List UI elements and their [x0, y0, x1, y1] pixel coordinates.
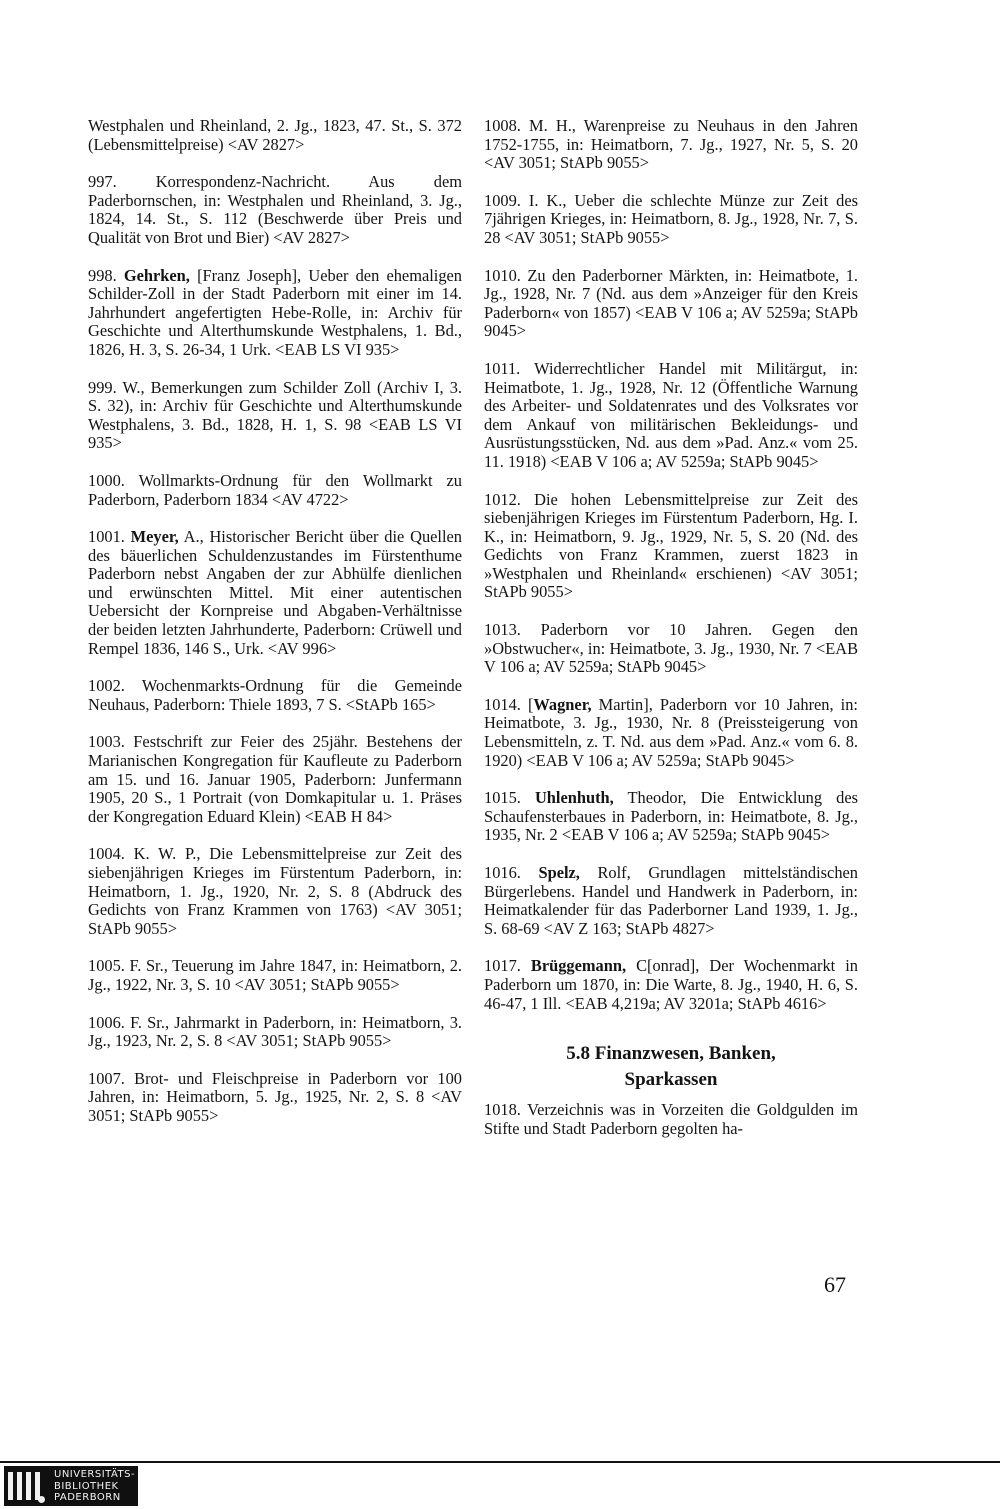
bibliography-entry-1008: 1008. M. H., Warenpreise zu Neuhaus in den Jahren 1752-1755, in: Heimatborn, 7. Jg., 1927, Nr. 5, S. 20 <AV 3051; StAPb 9055>: [484, 116, 858, 173]
entry-number: 1017.: [484, 956, 531, 976]
author-name: Brüggemann,: [530, 956, 627, 976]
page-number: 67: [824, 1272, 846, 1297]
bibliography-entry-1010: 1010. Zu den Paderborner Märkten, in: Heimatbote, 1. Jg., 1928, Nr. 7 (Nd. aus dem »Anzeiger für den Kreis Paderborn« von 1857) <EAB V 106 a; AV 5259a; StAPb 9045>: [484, 265, 858, 341]
entry-text: A., Historischer Bericht über die Quellen des bäuerlichen Schuldenzustandes im Fürstenthume Paderborn nebst Angaben der zur Abhülfe dienlichen und erwünschten Mittel. Mit einer autentischen Uebersicht der Kornpreise und Abgaben-Verhältnisse der beiden letzten Jahrhunderte, Paderborn: Crüwell und Rempel 1836, 146 S., Urk. <AV 996>: [88, 527, 462, 658]
bibliography-entry-1014: [484, 696, 858, 770]
bibliography-entry-1005: 1005. F. Sr., Teuerung im Jahre 1847, in: Heimatborn, 2. Jg., 1922, Nr. 3, S. 10 <AV 3051; StAPb 9055>: [88, 956, 462, 994]
logo-line-2: BIBLIOTHEK: [54, 1480, 119, 1492]
bibliography-entry-1017: [484, 957, 858, 1013]
bibliography-entry-1012: 1012. Die hohen Lebensmittelpreise zur Zeit des siebenjährigen Krieges im Fürstentum Paderborn, Hg. I. K., in: Heimatborn, 9. Jg., 1929, Nr. 5, S. 20 (Nd. des Gedichts von Franz Krammen, zuerst 1823 in »Westphalen und Rheinland« erschienen) <AV 3051; StAPb 9055>: [484, 489, 858, 602]
bibliography-entry-1013: 1013. Paderborn vor 10 Jahren. Gegen den »Obstwucher«, in: Heimatbote, 3. Jg., 1930, Nr. 7 <EAB V 106 a; AV 5259a; StAPb 9045>: [484, 620, 858, 677]
bibliography-entry-1018: 1018. Verzeichnis was in Vorzeiten die Goldgulden im Stifte und Stadt Paderborn gegolten ha-: [484, 1100, 858, 1138]
author-name: Gehrken,: [123, 265, 190, 285]
bibliography-entry-1003: 1003. Festschrift zur Feier des 25jähr. Bestehens der Marianischen Kongregation für Kaufleute zu Paderborn am 15. und 16. Januar 1905, Paderborn: Junfermann 1905, 20 S., 1 Portrait (von Domkapitular u. 1. Präses der Kongregation Eduard Klein) <EAB H 84>: [88, 732, 462, 826]
author-name: Wagner,: [533, 694, 592, 714]
bibliography-entry-1009: 1009. I. K., Ueber die schlechte Münze zur Zeit des 7jährigen Krieges, in: Heimatborn, 8. Jg., 1928, Nr. 7, S. 28 <AV 3051; StAPb 9055>: [484, 190, 858, 247]
entry-text: Rolf, Grundlagen mittelständischen Bürgerlebens. Handel und Handwerk in Paderborn, in: Heimatkalender für das Paderborner Land 1939, 1. Jg., S. 68-69 <AV Z 163; StAPb 4827>: [484, 863, 858, 938]
entry-text: C[onrad], Der Wochenmarkt in Paderborn um 1870, in: Die Warte, 8. Jg., 1940, H. 6, S. 46-47, 1 Ill. <EAB 4,219a; AV 3201a; StAPb 4616>: [484, 956, 858, 1013]
library-logo: [4, 1466, 138, 1506]
author-name: Uhlenhuth,: [534, 788, 614, 808]
bibliography-entry-996-continued: Westphalen und Rheinland, 2. Jg., 1823, 47. St., S. 372 (Lebensmittelpreise) <AV 2827>: [88, 116, 462, 154]
section-heading-line-2: Sparkassen: [624, 1069, 718, 1091]
bibliography-entry-1001: [88, 528, 462, 658]
footer-divider: [0, 1461, 1000, 1463]
bibliography-entry-1004: 1004. K. W. P., Die Lebensmittelpreise zur Zeit des siebenjährigen Krieges im Fürstentum Paderborn, in: Heimatborn, 1. Jg., 1920, Nr. 2, S. 8 (Abdruck des Gedichts von Franz Krammen von 1763) <AV 3051; StAPb 9055>: [88, 844, 462, 938]
logo-text: [54, 1469, 135, 1504]
bibliography-entry-1015: [484, 789, 858, 845]
entry-text: [Franz Joseph], Ueber den ehemaligen Schilder-Zoll in der Stadt Paderborn mit einer im 14. Jahrhundert angefertigten Hebe-Rolle, in: Archiv für Geschichte und Alterthumskunde Westphalens, 1. Bd., 1826, H. 3, S. 26-34, 1 Urk. <EAB LS VI 935>: [88, 265, 462, 359]
bibliography-entry-1016: [484, 864, 858, 938]
right-column: [484, 117, 858, 1157]
author-name: Meyer,: [130, 527, 179, 547]
bibliography-entry-998: [88, 267, 462, 360]
bibliography-entry-1011: 1011. Widerrechtlicher Handel mit Militärgut, in: Heimatbote, 1. Jg., 1928, Nr. 12 (Öffentliche Warnung des Arbeiter- und Soldatenrates und des Volksrates vor dem Ankauf von militärischen Bekleidungs- und Ausrüstungsstücken, Nd. aus dem »Pad. Anz.« vom 25. 11. 1918) <EAB V 106 a; AV 5259a; StAPb 9045>: [484, 358, 858, 471]
bibliography-entry-1007: 1007. Brot- und Fleischpreise in Paderborn vor 100 Jahren, in: Heimatborn, 5. Jg., 1925, Nr. 2, S. 8 <AV 3051; StAPb 9055>: [88, 1068, 462, 1125]
bibliography-entry-997: 997. Korrespondenz-Nachricht. Aus dem Paderbornschen, in: Westphalen und Rheinland, 3. Jg., 1824, 14. St., S. 112 (Beschwerde über Preis und Qualität von Brot und Bier) <AV 2827>: [88, 172, 462, 247]
logo-dot-icon: [38, 1496, 45, 1503]
left-column: [88, 117, 462, 1145]
entry-number: 1001.: [88, 527, 131, 547]
logo-line-3: PADERBORN: [54, 1492, 121, 1503]
bibliography-entry-1000: 1000. Wollmarkts-Ordnung für den Wollmarkt zu Paderborn, Paderborn 1834 <AV 4722>: [88, 470, 462, 509]
entry-number: 1014. [: [484, 694, 534, 714]
author-name: Spelz,: [538, 863, 580, 882]
bibliography-entry-1006: 1006. F. Sr., Jahrmarkt in Paderborn, in: Heimatborn, 3. Jg., 1923, Nr. 2, S. 8 <AV 3051; StAPb 9055>: [88, 1012, 462, 1051]
entry-text: Martin], Paderborn vor 10 Jahren, in: Heimatbote, 3. Jg., 1930, Nr. 8 (Preissteigerung von Lebensmitteln, z. T. Nd. aus dem »Pad. Anz.« vom 6. 8. 1920) <EAB V 106 a; AV 5259a; StAPb 9045>: [484, 694, 858, 770]
section-heading-line-1: 5.8 Finanzwesen, Banken,: [566, 1043, 776, 1065]
bibliography-entry-999: 999. W., Bemerkungen zum Schilder Zoll (Archiv I, 3. S. 32), in: Archiv für Geschichte und Alterthumskunde Westphalens, 3. Bd., 1828, H. 1, S. 98 <EAB LS VI 935>: [88, 377, 462, 453]
logo-line-1: UNIVERSITÄTS-: [54, 1469, 136, 1480]
section-heading: [484, 1041, 858, 1093]
bibliography-entry-1002: 1002. Wochenmarkts-Ordnung für die Gemeinde Neuhaus, Paderborn: Thiele 1893, 7 S. <StAPb 165>: [88, 676, 462, 714]
entry-number: 998.: [88, 265, 124, 285]
footer-bar: [0, 1463, 1000, 1509]
entry-text: Theodor, Die Entwicklung des Schaufensterbaues in Paderborn, in: Heimatbote, 8. Jg., 1935, Nr. 2 <EAB V 106 a; AV 5259a; StAPb 9045>: [484, 788, 858, 845]
entry-number: 1016.: [484, 863, 539, 882]
entry-number: 1015.: [484, 788, 535, 808]
